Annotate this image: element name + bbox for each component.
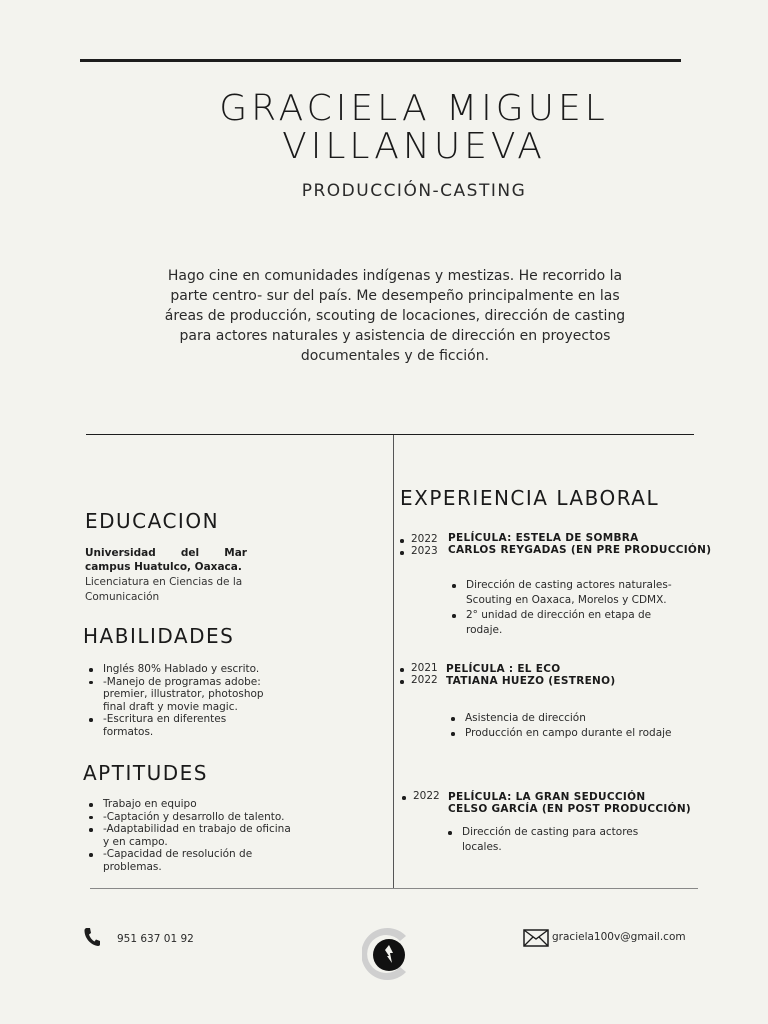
summary-line: documentales y de ficción. xyxy=(300,348,490,364)
top-rule xyxy=(80,59,681,62)
education-degree xyxy=(85,575,265,605)
job-duties xyxy=(448,578,678,638)
page-title xyxy=(0,90,768,166)
mail-icon xyxy=(523,929,549,947)
experience-title: EXPERIENCIA LABORAL xyxy=(400,486,660,510)
aptitudes-list xyxy=(85,798,300,873)
bottom-rule xyxy=(90,888,698,889)
list-item: Dirección de casting para actores locales. xyxy=(444,825,674,855)
summary-line: para actores naturales y asistencia de dirección en proyectos xyxy=(179,328,611,344)
phone-number[interactable]: 951 637 01 92 xyxy=(117,933,194,945)
job-years: 2022 2023 xyxy=(400,533,438,557)
skills-list xyxy=(85,663,280,738)
logo-icon xyxy=(362,926,418,982)
email-link[interactable]: graciela100v@gmail.com xyxy=(552,931,686,943)
list-item: Inglés 80% Hablado y escrito. xyxy=(85,663,280,676)
summary-line: áreas de producción, scouting de locaciones, dirección de casting xyxy=(164,308,626,324)
job-duties xyxy=(447,711,707,741)
job-years: 2021 2022 xyxy=(400,662,438,686)
job-heading: PELÍCULA: LA GRAN SEDUCCIÓN CELSO GARCÍA (EN POST PRODUCCIÓN) xyxy=(448,791,692,815)
aptitudes-title: APTITUDES xyxy=(83,761,208,785)
list-item: -Capacidad de resolución de problemas. xyxy=(85,848,300,873)
middle-rule xyxy=(86,434,694,435)
list-item: Producción en campo durante el rodaje xyxy=(447,726,707,741)
summary-line: parte centro- sur del país. Me desempeño principalmente en las xyxy=(170,288,620,304)
job-heading: PELÍCULA : EL ECO TATIANA HUEZO (ESTRENO) xyxy=(446,663,616,687)
profile-summary xyxy=(140,266,650,366)
phone-icon xyxy=(83,927,101,947)
institution-line: Universidad del Mar xyxy=(85,547,247,559)
list-item: Asistencia de dirección xyxy=(447,711,707,726)
list-item: -Adaptabilidad en trabajo de oficina y en campo. xyxy=(85,823,300,848)
job-role: PRODUCCIÓN-CASTING xyxy=(301,181,527,201)
column-divider xyxy=(393,435,394,889)
job-years: 2022 xyxy=(402,790,440,802)
degree-line: Comunicación xyxy=(85,591,160,603)
name-line-2: VILLANUEVA xyxy=(282,126,546,167)
list-item: 2° unidad de dirección en etapa de rodaje. xyxy=(448,608,678,638)
education-title: EDUCACION xyxy=(85,509,220,533)
list-item: Dirección de casting actores naturales- Scouting en Oaxaca, Morelos y CDMX. xyxy=(448,578,678,608)
list-item: -Escritura en diferentes formatos. xyxy=(85,713,280,738)
degree-line: Licenciatura en Ciencias de la xyxy=(85,576,243,588)
list-item: -Captación y desarrollo de talento. xyxy=(85,811,300,824)
job-duties xyxy=(444,825,674,855)
skills-title: HABILIDADES xyxy=(83,624,235,648)
institution-line: campus Huatulco, Oaxaca. xyxy=(85,561,242,573)
summary-line: Hago cine en comunidades indígenas y mestizas. He recorrido la xyxy=(167,268,623,284)
name-line-1: GRACIELA MIGUEL xyxy=(219,88,609,129)
list-item: Trabajo en equipo xyxy=(85,798,300,811)
job-heading: PELÍCULA: ESTELA DE SOMBRA CARLOS REYGADAS (EN PRE PRODUCCIÓN) xyxy=(448,532,712,556)
education-institution xyxy=(85,546,247,574)
list-item: -Manejo de programas adobe: premier, illustrator, photoshop final draft y movie magic. xyxy=(85,676,280,714)
